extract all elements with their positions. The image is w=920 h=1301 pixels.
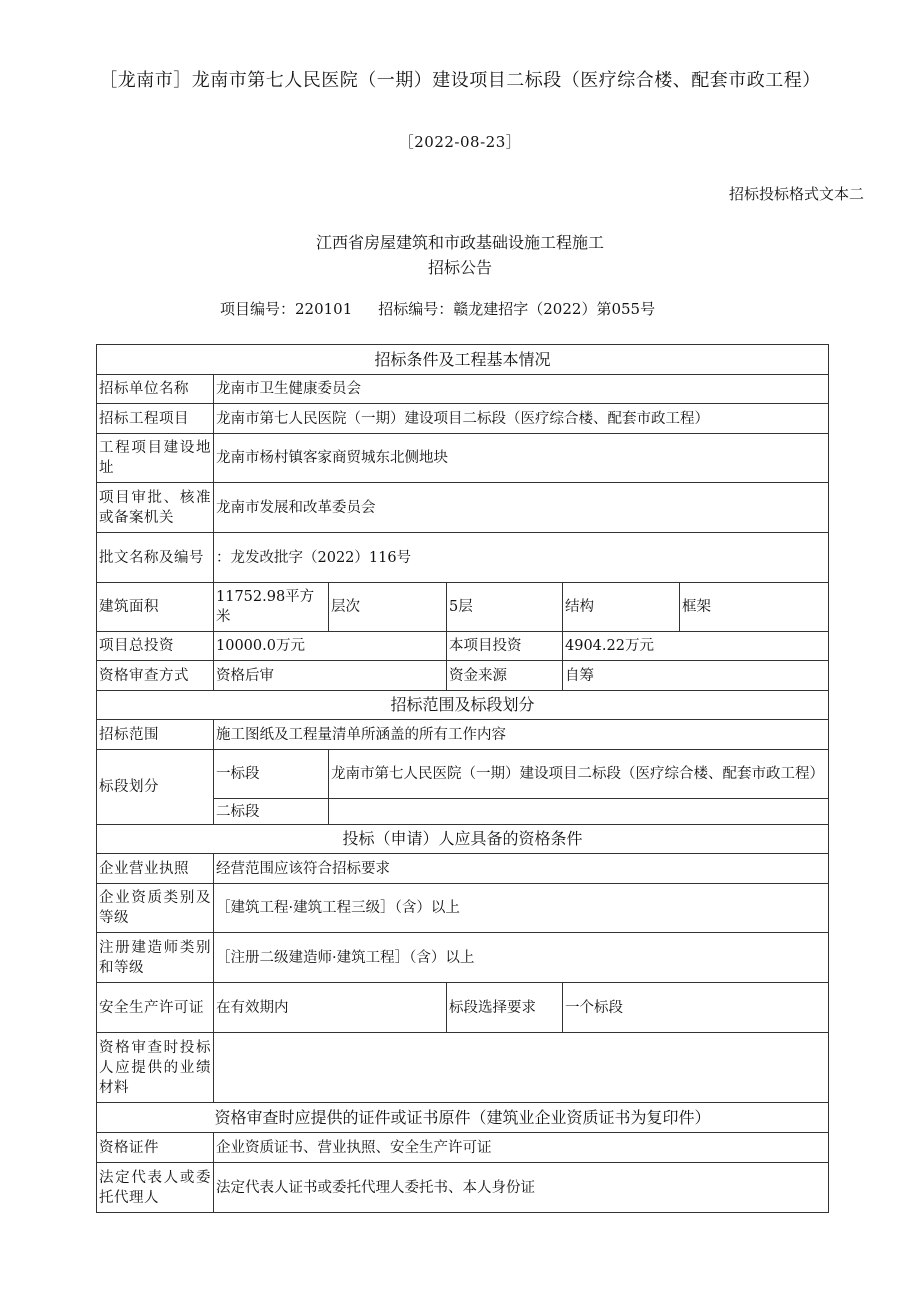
builder-label: 注册建造师类别和等级	[97, 933, 214, 983]
fund-source-label: 资金来源	[447, 661, 563, 691]
review-method-label: 资格审查方式	[97, 661, 214, 691]
this-invest-value: 4904.22万元	[563, 632, 829, 661]
tender-number: 招标编号：赣龙建招字（2022）第055号	[378, 300, 656, 318]
publish-date: ［2022-08-23］	[398, 133, 522, 151]
project-label: 招标工程项目	[97, 404, 214, 434]
performance-value	[214, 1033, 829, 1103]
lot1-value: 龙南市第七人民医院（一期）建设项目二标段（医疗综合楼、配套市政工程）	[329, 750, 829, 799]
address-label: 工程项目建设地址	[97, 434, 214, 483]
tenderer-label: 招标单位名称	[97, 375, 214, 404]
section-certificates: 资格审查时应提供的证件或证书原件（建筑业企业资质证书为复印件）	[97, 1103, 829, 1133]
floors-label: 层次	[329, 583, 447, 632]
project-number: 项目编号：220101	[220, 300, 353, 318]
lot-select-value: 一个标段	[563, 983, 829, 1033]
section-basic-info: 招标条件及工程基本情况	[97, 345, 829, 375]
performance-label: 资格审查时投标人应提供的业绩材料	[97, 1033, 214, 1103]
approval-org-label: 项目审批、核准或备案机关	[97, 483, 214, 533]
approval-org-value: 龙南市发展和改革委员会	[214, 483, 829, 533]
lot2-label: 二标段	[214, 799, 329, 825]
subtitle-line2: 招标公告	[427, 258, 492, 277]
lots-label: 标段划分	[97, 750, 214, 825]
lot2-value	[329, 799, 829, 825]
safety-value: 在有效期内	[214, 983, 447, 1033]
tender-info-table	[96, 344, 829, 1213]
lot1-label: 一标段	[214, 750, 329, 799]
area-value: 11752.98平方米	[214, 583, 329, 632]
subtitle-line1: 江西省房屋建筑和市政基础设施工程施工	[315, 233, 604, 252]
structure-label: 结构	[563, 583, 680, 632]
scope-label: 招标范围	[97, 720, 214, 750]
legal-rep-value: 法定代表人证书或委托代理人委托书、本人身份证	[214, 1163, 829, 1213]
address-value: 龙南市杨村镇客家商贸城东北侧地块	[214, 434, 829, 483]
safety-label: 安全生产许可证	[97, 983, 214, 1033]
fund-source-value: 自筹	[563, 661, 829, 691]
section-scope: 招标范围及标段划分	[97, 691, 829, 720]
area-label: 建筑面积	[97, 583, 214, 632]
lot-select-label: 标段选择要求	[447, 983, 563, 1033]
qualification-label: 企业资质类别及等级	[97, 884, 214, 933]
approval-doc-value: ：龙发改批字（2022）116号	[214, 533, 829, 583]
structure-value: 框架	[680, 583, 829, 632]
document-type: 招标投标格式文本二	[728, 185, 864, 203]
tenderer-value: 龙南市卫生健康委员会	[214, 375, 829, 404]
approval-doc-label: 批文名称及编号	[97, 533, 214, 583]
total-invest-label: 项目总投资	[97, 632, 214, 661]
certs-label: 资格证件	[97, 1133, 214, 1163]
certs-value: 企业资质证书、营业执照、安全生产许可证	[214, 1133, 829, 1163]
scope-value: 施工图纸及工程量清单所涵盖的所有工作内容	[214, 720, 829, 750]
notice-title: ［龙南市］龙南市第七人民医院（一期）建设项目二标段（医疗综合楼、配套市政工程）	[99, 70, 821, 91]
review-method-value: 资格后审	[214, 661, 447, 691]
legal-rep-label: 法定代表人或委托代理人	[97, 1163, 214, 1213]
license-label: 企业营业执照	[97, 854, 214, 884]
section-qualification: 投标（申请）人应具备的资格条件	[97, 825, 829, 854]
project-value: 龙南市第七人民医院（一期）建设项目二标段（医疗综合楼、配套市政工程）	[214, 404, 829, 434]
total-invest-value: 10000.0万元	[214, 632, 447, 661]
license-value: 经营范围应该符合招标要求	[214, 854, 829, 884]
this-invest-label: 本项目投资	[447, 632, 563, 661]
qualification-value: ［建筑工程·建筑工程三级］（含）以上	[214, 884, 829, 933]
reference-numbers	[220, 298, 655, 319]
floors-value: 5层	[447, 583, 563, 632]
builder-value: ［注册二级建造师·建筑工程］（含）以上	[214, 933, 829, 983]
